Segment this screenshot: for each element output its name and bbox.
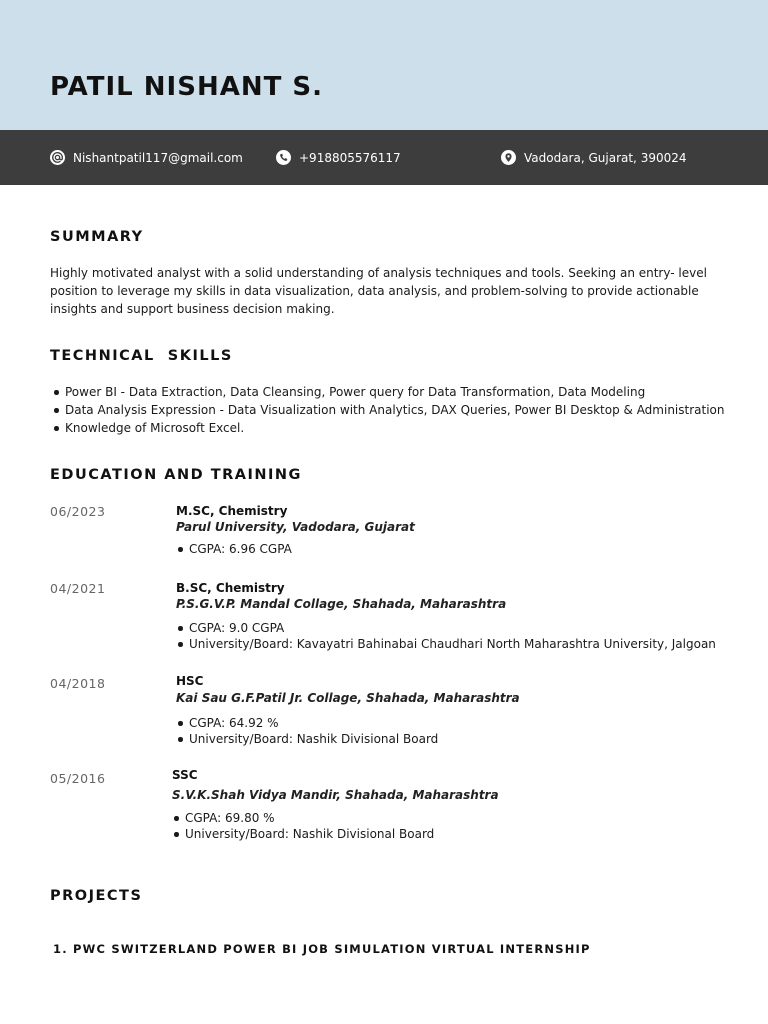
education-detail: CGPA: 6.96 CGPA bbox=[176, 541, 292, 557]
education-detail: CGPA: 64.92 % bbox=[176, 715, 438, 731]
phone-text: +918805576117 bbox=[299, 150, 401, 165]
education-details bbox=[172, 810, 434, 842]
technical-skills-heading: TECHNICAL SKILLS bbox=[50, 348, 233, 364]
education-details bbox=[176, 541, 292, 557]
education-date: 05/2016 bbox=[50, 771, 106, 786]
education-details bbox=[176, 620, 716, 652]
education-institution: Parul University, Vadodara, Gujarat bbox=[176, 520, 415, 534]
projects-heading: PROJECTS bbox=[50, 888, 143, 904]
education-detail: University/Board: Kavayatri Bahinabai Chaudhari North Maharashtra University, Jalgoan bbox=[176, 636, 716, 652]
education-date: 06/2023 bbox=[50, 504, 106, 519]
education-detail: University/Board: Nashik Divisional Board bbox=[172, 826, 434, 842]
education-heading: EDUCATION AND TRAINING bbox=[50, 467, 302, 483]
education-degree: SSC bbox=[172, 768, 198, 782]
education-degree: HSC bbox=[176, 674, 204, 688]
education-details bbox=[176, 715, 438, 747]
candidate-name: PATIL NISHANT S. bbox=[50, 72, 323, 102]
contact-bar bbox=[0, 130, 768, 185]
email-icon bbox=[50, 150, 65, 165]
header-band bbox=[0, 0, 768, 130]
education-detail: University/Board: Nashik Divisional Board bbox=[176, 731, 438, 747]
education-degree: M.SC, Chemistry bbox=[176, 504, 288, 518]
education-institution: S.V.K.Shah Vidya Mandir, Shahada, Maharashtra bbox=[172, 788, 499, 802]
contact-location bbox=[501, 130, 687, 185]
phone-icon bbox=[276, 150, 291, 165]
summary-text: Highly motivated analyst with a solid understanding of analysis techniques and tools. Seeking an entry- level position to leverage my skills in data visualization, data analysis, and problem-solving to provide actionable insights and support business decision making. bbox=[50, 266, 707, 316]
location-pin-icon bbox=[501, 150, 516, 165]
skills-list bbox=[50, 383, 725, 437]
education-date: 04/2021 bbox=[50, 581, 106, 596]
project-item: 1. PWC SWITZERLAND POWER BI JOB SIMULATION VIRTUAL INTERNSHIP bbox=[53, 942, 591, 956]
contact-phone[interactable] bbox=[276, 130, 401, 185]
skill-item: Knowledge of Microsoft Excel. bbox=[50, 419, 725, 437]
education-institution: P.S.G.V.P. Mandal Collage, Shahada, Maharashtra bbox=[176, 597, 507, 611]
skill-item: Power BI - Data Extraction, Data Cleansing, Power query for Data Transformation, Data Modeling bbox=[50, 383, 725, 401]
location-text: Vadodara, Gujarat, 390024 bbox=[524, 150, 687, 165]
email-text: Nishantpatil117@gmail.com bbox=[73, 150, 243, 165]
skill-item: Data Analysis Expression - Data Visualization with Analytics, DAX Queries, Power BI Desktop & Administration bbox=[50, 401, 725, 419]
education-detail: CGPA: 9.0 CGPA bbox=[176, 620, 716, 636]
education-date: 04/2018 bbox=[50, 676, 106, 691]
summary-heading: SUMMARY bbox=[50, 229, 144, 245]
education-institution: Kai Sau G.F.Patil Jr. Collage, Shahada, Maharashtra bbox=[176, 691, 520, 705]
contact-email[interactable] bbox=[50, 130, 243, 185]
education-detail: CGPA: 69.80 % bbox=[172, 810, 434, 826]
education-degree: B.SC, Chemistry bbox=[176, 581, 285, 595]
